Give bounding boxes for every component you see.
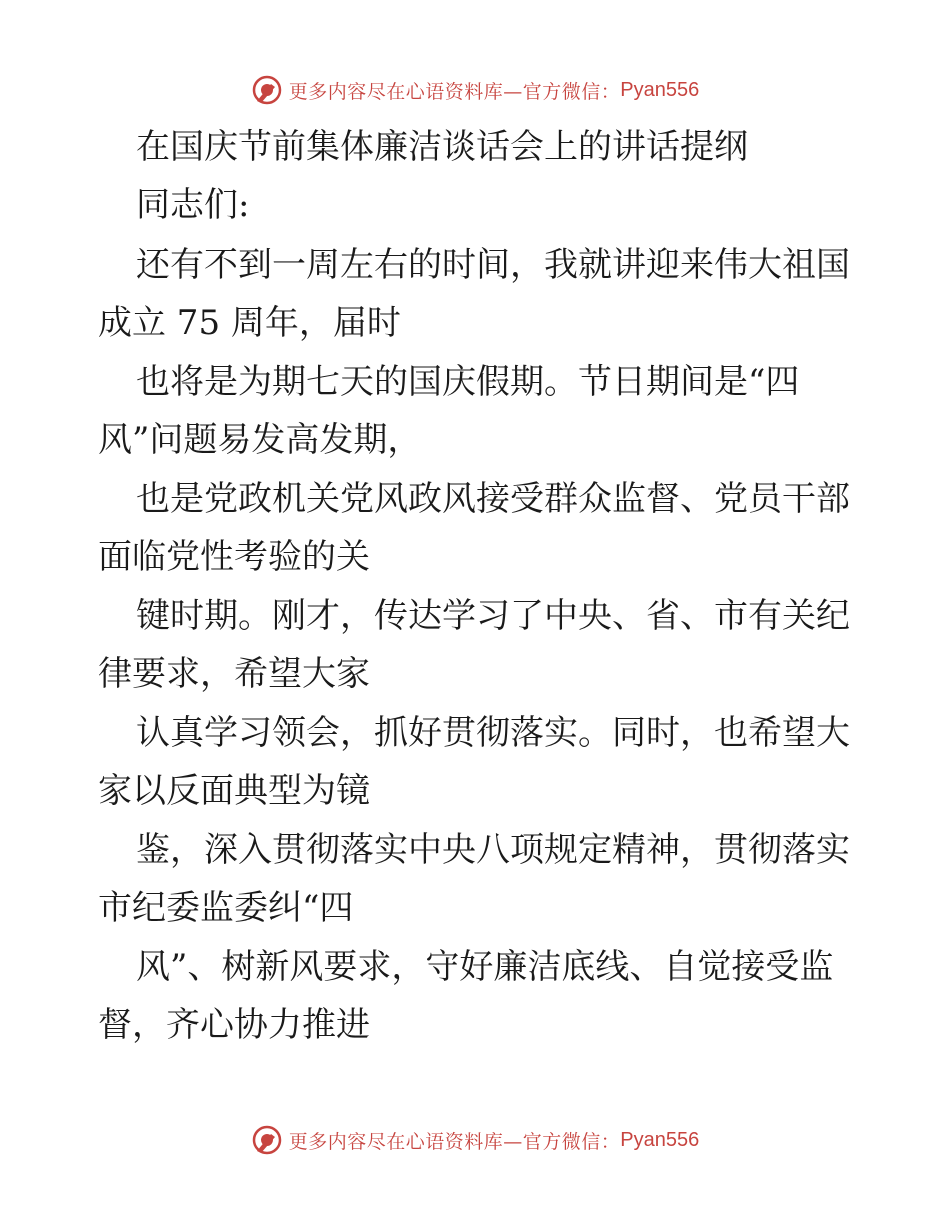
paragraph-line: 也将是为期七天的国庆假期。节日期间是“四 xyxy=(136,362,800,402)
paragraph-line: 面临党性考验的关 xyxy=(98,537,370,577)
paragraph-line: 成立 75 周年，届时 xyxy=(98,303,401,343)
paragraph-line: 家以反面典型为镜 xyxy=(98,771,370,811)
document-title: 在国庆节前集体廉洁谈话会上的讲话提纲 xyxy=(136,127,748,167)
salutation: 同志们: xyxy=(136,185,250,225)
paragraph-line: 键时期。刚才，传达学习了中央、省、市有关纪 xyxy=(136,596,850,636)
pen-logo-icon xyxy=(251,74,283,106)
watermark-text: 更多内容尽在心语资料库—官方微信： xyxy=(288,1130,621,1153)
paragraph-line: 风”问题易发高发期， xyxy=(98,420,422,460)
paragraph-line: 认真学习领会，抓好贯彻落实。同时，也希望大 xyxy=(136,713,850,753)
paragraph-line: 律要求，希望大家 xyxy=(98,654,370,694)
footer-watermark xyxy=(0,1120,950,1160)
paragraph-line: 风”、树新风要求，守好廉洁底线、自觉接受监 xyxy=(136,947,834,987)
pen-logo-icon xyxy=(251,1124,283,1156)
paragraph-line: 鉴，深入贯彻落实中央八项规定精神，贯彻落实 xyxy=(136,830,850,870)
paragraph-line: 督，齐心协力推进 xyxy=(98,1005,370,1045)
wechat-id: Pyan556 xyxy=(620,1128,700,1151)
paragraph-line: 也是党政机关党风政风接受群众监督、党员干部 xyxy=(136,479,850,519)
paragraph-line: 市纪委监委纠“四 xyxy=(98,888,354,928)
header-watermark xyxy=(0,70,950,110)
wechat-id: Pyan556 xyxy=(620,78,700,101)
watermark-text: 更多内容尽在心语资料库—官方微信： xyxy=(288,80,621,103)
paragraph-line: 还有不到一周左右的时间，我就讲迎来伟大祖国 xyxy=(136,245,850,285)
